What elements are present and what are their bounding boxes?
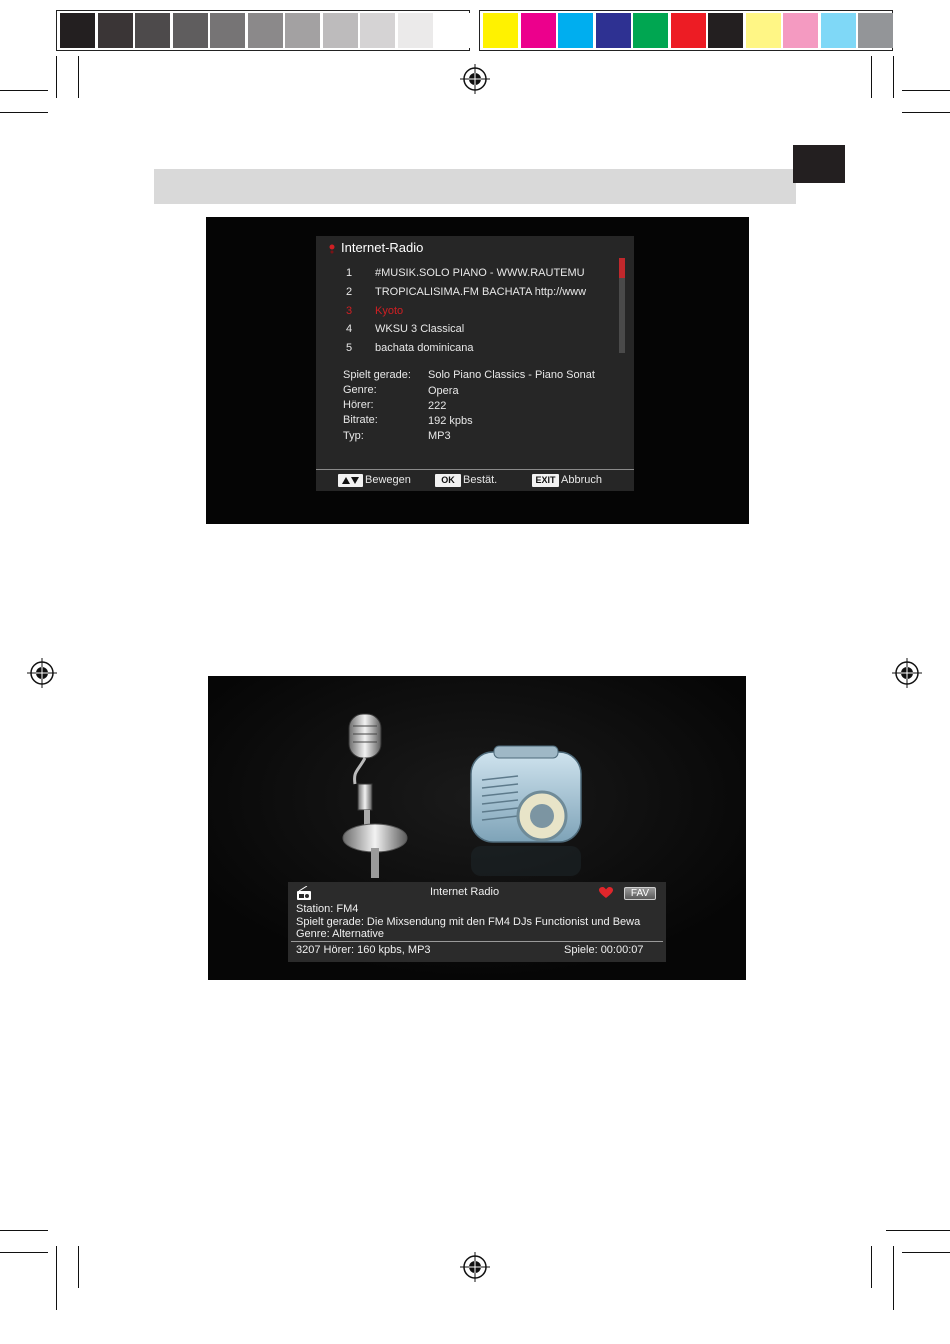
exit-key[interactable]: EXIT <box>532 474 559 487</box>
color-swatch <box>671 13 706 48</box>
now-playing-info-panel <box>288 882 666 962</box>
crop-mark <box>902 1252 950 1253</box>
station-line: Station: FM4 <box>296 903 359 915</box>
type-value: MP3 <box>428 430 451 442</box>
heart-icon[interactable] <box>599 887 613 899</box>
gray-swatch <box>285 13 320 48</box>
crop-mark <box>871 1246 872 1288</box>
crop-mark <box>56 56 57 98</box>
footer-divider <box>316 469 634 470</box>
play-time: Spiele: 00:00:07 <box>564 944 644 956</box>
crop-mark <box>893 56 894 98</box>
color-swatch <box>746 13 781 48</box>
gray-swatch <box>435 13 470 48</box>
station-name: WKSU 3 Classical <box>375 323 465 335</box>
station-number: 5 <box>346 342 353 354</box>
section-header-band <box>154 169 796 204</box>
genre-value: Opera <box>428 385 459 397</box>
crop-mark <box>78 56 79 98</box>
registration-mark-icon <box>460 64 490 94</box>
gray-swatch <box>60 13 95 48</box>
gray-swatch <box>173 13 208 48</box>
station-name: bachata dominicana <box>375 342 474 354</box>
bitrate-value: 192 kpbs <box>428 415 473 427</box>
genre-line: Genre: Alternative <box>296 928 385 940</box>
crop-mark <box>0 112 48 113</box>
station-number: 4 <box>346 323 353 335</box>
registration-mark-icon <box>460 1252 490 1282</box>
stats-line: 3207 Hörer: 160 kpbs, MP3 <box>296 944 431 956</box>
fav-button[interactable]: FAV <box>624 887 656 900</box>
move-label: Bewegen <box>365 474 411 486</box>
crop-mark <box>902 112 950 113</box>
listeners-value: 222 <box>428 400 447 412</box>
station-name: #MUSIK.SOLO PIANO - WWW.RAUTEMU <box>375 267 585 279</box>
dialog-title: Internet-Radio <box>341 240 424 255</box>
gray-swatch <box>135 13 170 48</box>
exit-label: Abbruch <box>561 474 602 486</box>
station-number: 3 <box>346 305 353 317</box>
scrollbar-thumb[interactable] <box>619 258 625 278</box>
vintage-radio-icon <box>471 746 581 876</box>
color-swatch <box>558 13 593 48</box>
color-swatch <box>708 13 743 48</box>
gray-swatch <box>398 13 433 48</box>
color-swatch <box>858 13 893 48</box>
color-swatch <box>783 13 818 48</box>
playing-value: Solo Piano Classics - Piano Sonat <box>428 369 595 381</box>
panel-title: Internet Radio <box>430 886 500 898</box>
crop-mark <box>78 1246 79 1288</box>
color-swatch <box>821 13 856 48</box>
station-number: 1 <box>346 267 353 279</box>
crop-mark <box>0 1252 48 1253</box>
crop-mark <box>0 1230 48 1231</box>
bitrate-label: Bitrate: <box>343 414 378 426</box>
station-number: 2 <box>346 286 353 298</box>
station-row[interactable] <box>316 267 616 283</box>
gray-swatch <box>248 13 283 48</box>
genre-label: Genre: <box>343 384 377 396</box>
playing-label: Spielt gerade: <box>343 369 411 381</box>
playing-line: Spielt gerade: Die Mixsendung mit den FM4 DJs Functionist und Bewa <box>296 916 641 928</box>
crop-mark <box>893 1246 894 1310</box>
gray-swatch <box>323 13 358 48</box>
type-label: Typ: <box>343 430 364 442</box>
internet-radio-dialog <box>316 236 634 491</box>
ok-label: Bestät. <box>463 474 498 486</box>
crop-mark <box>0 90 48 91</box>
color-swatch <box>596 13 631 48</box>
ok-key[interactable]: OK <box>435 474 461 487</box>
station-row[interactable] <box>316 342 616 358</box>
station-row[interactable] <box>316 286 616 302</box>
gray-swatch <box>360 13 395 48</box>
color-swatch <box>521 13 556 48</box>
registration-mark-icon <box>892 658 922 688</box>
up-down-arrows-icon <box>338 474 363 487</box>
radio-indicator-icon <box>328 244 336 254</box>
station-name: TROPICALISIMA.FM BACHATA http://www <box>375 286 587 298</box>
crop-mark <box>902 90 950 91</box>
chapter-tab <box>793 145 845 183</box>
station-name: Kyoto <box>375 305 404 317</box>
crop-mark <box>871 56 872 98</box>
gray-swatch <box>210 13 245 48</box>
station-row-selected[interactable] <box>316 305 616 321</box>
color-swatch <box>633 13 668 48</box>
station-row[interactable] <box>316 323 616 339</box>
gray-swatch <box>98 13 133 48</box>
radio-icon <box>296 886 312 901</box>
listeners-label: Hörer: <box>343 399 374 411</box>
registration-mark-icon <box>27 658 57 688</box>
panel-divider <box>291 941 663 942</box>
crop-mark <box>886 1230 950 1231</box>
color-swatch <box>483 13 518 48</box>
crop-mark <box>56 1246 57 1310</box>
move-key-icon[interactable] <box>338 474 363 487</box>
